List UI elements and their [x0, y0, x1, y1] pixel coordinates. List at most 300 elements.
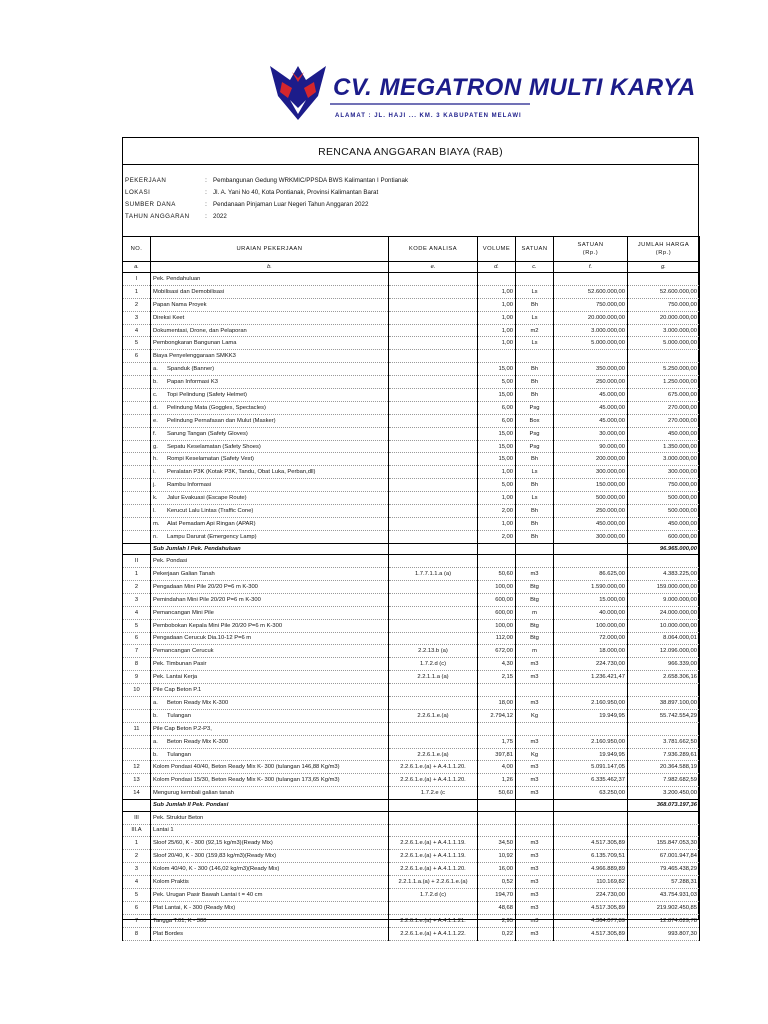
uraian-cell: [151, 787, 389, 800]
jumlah-harga-cell: 55.742.554,29: [628, 709, 700, 722]
volume-cell: 50,60: [478, 787, 516, 800]
kode-analisa-cell: 1.7.2.d (c): [389, 658, 478, 671]
harga-satuan-cell: 250.000,00: [554, 505, 628, 518]
no-cell: 5: [123, 337, 151, 350]
info-row-sumber-dana: SUMBER DANA : Pendanaan Pinjaman Luar Negeri Tahun Anggaran 2022: [125, 201, 369, 208]
uraian-cell: [151, 748, 389, 761]
jumlah-harga-cell: 9.000.000,00: [628, 593, 700, 606]
jumlah-harga-cell: 2.658.306,16: [628, 671, 700, 684]
no-cell: 7: [123, 914, 151, 927]
jumlah-harga-cell: 43.754.931,03: [628, 888, 700, 901]
no-cell: [123, 735, 151, 748]
empty-cell: [516, 543, 554, 555]
volume-cell: 6,00: [478, 414, 516, 427]
table-row: [123, 811, 700, 824]
volume-cell: 16,00: [478, 863, 516, 876]
satuan-cell: Bh: [516, 298, 554, 311]
kode-analisa-cell: [389, 389, 478, 402]
uraian-cell: [151, 505, 389, 518]
kode-analisa-cell: [389, 414, 478, 427]
sub-item-letter: j.: [153, 482, 156, 489]
table-row: [123, 645, 700, 658]
uraian-text: Tulangan: [167, 712, 191, 719]
satuan-cell: [516, 350, 554, 363]
no-cell: 14: [123, 787, 151, 800]
satuan-cell: m3: [516, 761, 554, 774]
table-row: [123, 697, 700, 710]
volume-cell: 397,81: [478, 748, 516, 761]
table-row: [123, 748, 700, 761]
uraian-cell: [151, 414, 389, 427]
jumlah-harga-cell: [628, 273, 700, 286]
jumlah-harga-cell: 7.982.682,59: [628, 774, 700, 787]
subtotal-row: [123, 800, 700, 812]
no-cell: 3: [123, 863, 151, 876]
harga-satuan-cell: 6.335.462,37: [554, 774, 628, 787]
satuan-cell: [516, 684, 554, 697]
jumlah-harga-cell: 12.096.000,00: [628, 645, 700, 658]
table-row: [123, 376, 700, 389]
kode-analisa-cell: [389, 363, 478, 376]
uraian-cell: [151, 914, 389, 927]
volume-cell: 4,00: [478, 761, 516, 774]
sub-item-letter: d.: [153, 404, 158, 411]
uraian-text: Peralatan P3K (Kotak P3K, Tandu, Obat Luka, Perban,dll): [167, 469, 316, 476]
table-row: [123, 440, 700, 453]
volume-cell: [478, 824, 516, 837]
uraian-cell: [151, 401, 389, 414]
satuan-cell: Bh: [516, 389, 554, 402]
satuan-cell: Kg: [516, 709, 554, 722]
jumlah-harga-cell: 8.064.000,01: [628, 632, 700, 645]
jumlah-harga-cell: [628, 722, 700, 735]
satuan-cell: m: [516, 645, 554, 658]
table-row: [123, 901, 700, 914]
no-cell: 3: [123, 311, 151, 324]
volume-cell: 10,92: [478, 850, 516, 863]
kode-analisa-cell: 1.7.7.1.1.a (a): [389, 568, 478, 581]
no-cell: [123, 479, 151, 492]
harga-satuan-cell: 300.000,00: [554, 530, 628, 543]
no-cell: 12: [123, 761, 151, 774]
satuan-cell: Bh: [516, 505, 554, 518]
harga-satuan-cell: 72.000,00: [554, 632, 628, 645]
volume-cell: 18,00: [478, 697, 516, 710]
column-letter: f.: [554, 262, 628, 273]
kode-analisa-cell: 2.2.6.1.e.(a): [389, 748, 478, 761]
sub-item-letter: g.: [153, 443, 158, 450]
uraian-cell: [151, 876, 389, 889]
no-cell: [123, 800, 151, 812]
volume-cell: 48,68: [478, 901, 516, 914]
sub-item-letter: a.: [153, 699, 158, 706]
subtotal-amount: 96.965.000,00: [628, 543, 700, 555]
empty-cell: [389, 543, 478, 555]
uraian-cell: [151, 927, 389, 940]
volume-cell: 100,00: [478, 580, 516, 593]
harga-satuan-cell: 15.000,00: [554, 593, 628, 606]
volume-cell: 0,22: [478, 927, 516, 940]
kode-analisa-cell: [389, 735, 478, 748]
no-cell: 6: [123, 350, 151, 363]
kode-analisa-cell: [389, 632, 478, 645]
no-cell: 3: [123, 593, 151, 606]
uraian-text: Pemancangan Mini Pile: [153, 609, 214, 616]
table-row: [123, 555, 700, 568]
no-cell: 1: [123, 285, 151, 298]
volume-cell: [478, 350, 516, 363]
uraian-cell: [151, 427, 389, 440]
volume-cell: 194,70: [478, 888, 516, 901]
jumlah-harga-cell: 155.847.053,30: [628, 837, 700, 850]
header-uraian: URAIAN PEKERJAAN: [151, 237, 389, 262]
table-row: [123, 671, 700, 684]
volume-cell: 34,50: [478, 837, 516, 850]
table-row: [123, 632, 700, 645]
uraian-cell: [151, 684, 389, 697]
no-cell: [123, 363, 151, 376]
harga-satuan-cell: 45.000,00: [554, 389, 628, 402]
empty-cell: [478, 543, 516, 555]
kode-analisa-cell: [389, 466, 478, 479]
uraian-cell: [151, 619, 389, 632]
jumlah-harga-cell: 79.465.438,29: [628, 863, 700, 876]
volume-cell: 1,00: [478, 337, 516, 350]
kode-analisa-cell: [389, 285, 478, 298]
volume-cell: 672,00: [478, 645, 516, 658]
jumlah-harga-cell: 20.364.588,19: [628, 761, 700, 774]
jumlah-harga-cell: [628, 350, 700, 363]
kode-analisa-cell: [389, 684, 478, 697]
table-row: [123, 479, 700, 492]
jumlah-harga-cell: 270.000,00: [628, 414, 700, 427]
uraian-cell: [151, 273, 389, 286]
jumlah-harga-cell: 12.874.029,78: [628, 914, 700, 927]
table-row: [123, 606, 700, 619]
sub-item-letter: a.: [153, 366, 158, 373]
satuan-cell: m: [516, 606, 554, 619]
satuan-cell: Btg: [516, 632, 554, 645]
harga-satuan-cell: 4.517.305,89: [554, 927, 628, 940]
table-row: [123, 273, 700, 286]
no-cell: [123, 530, 151, 543]
satuan-cell: Bh: [516, 376, 554, 389]
satuan-cell: Bh: [516, 530, 554, 543]
uraian-text: Plat Lantai, K - 300 (Ready Mix): [153, 904, 236, 911]
subtotal-amount: 368.073.197,36: [628, 800, 700, 812]
table-row: [123, 401, 700, 414]
uraian-text: Pek. Timbunan Pasir: [153, 661, 207, 668]
harga-satuan-cell: 45.000,00: [554, 414, 628, 427]
subtotal-label: Sub Jumlah I Pek. Pendahuluan: [151, 543, 389, 555]
info-row-tahun-anggaran: TAHUN ANGGARAN : 2022: [125, 213, 227, 220]
kode-analisa-cell: [389, 311, 478, 324]
uraian-cell: [151, 440, 389, 453]
satuan-cell: Psg: [516, 440, 554, 453]
harga-satuan-cell: 40.000,00: [554, 606, 628, 619]
no-cell: [123, 453, 151, 466]
no-cell: 4: [123, 606, 151, 619]
satuan-cell: m3: [516, 927, 554, 940]
table-row: [123, 774, 700, 787]
info-row-pekerjaan: PEKERJAAN : Pembangunan Gedung WRKMIC/PPSDA BWS Kalimantan I Pontianak: [125, 177, 409, 184]
jumlah-harga-cell: 1.350.000,00: [628, 440, 700, 453]
table-header-row: [123, 237, 700, 262]
header-no: NO.: [123, 237, 151, 262]
uraian-cell: [151, 580, 389, 593]
kode-analisa-cell: [389, 427, 478, 440]
table-row: [123, 787, 700, 800]
satuan-cell: Btg: [516, 619, 554, 632]
table-row: [123, 709, 700, 722]
uraian-cell: [151, 735, 389, 748]
uraian-text: Beton Ready Mix K-300: [167, 738, 229, 745]
header-harga-satuan: SATUAN (Rp.): [554, 237, 628, 262]
uraian-cell: [151, 517, 389, 530]
uraian-text: Sarung Tangan (Safety Gloves): [167, 430, 248, 437]
harga-satuan-cell: 20.000.000,00: [554, 311, 628, 324]
harga-satuan-cell: 200.000,00: [554, 453, 628, 466]
harga-satuan-cell: 3.000.000,00: [554, 324, 628, 337]
uraian-text: Sloof 20/40, K - 300 (159,83 kg/m3)(Ready Mix): [153, 853, 277, 860]
jumlah-harga-cell: [628, 555, 700, 568]
no-cell: 4: [123, 324, 151, 337]
harga-satuan-cell: 2.160.950,00: [554, 697, 628, 710]
no-cell: [123, 505, 151, 518]
uraian-cell: [151, 285, 389, 298]
harga-satuan-cell: 4.517.305,89: [554, 837, 628, 850]
satuan-cell: Bh: [516, 363, 554, 376]
satuan-cell: m3: [516, 863, 554, 876]
column-letter: c.: [516, 262, 554, 273]
harga-satuan-cell: 52.600.000,00: [554, 285, 628, 298]
table-row: [123, 927, 700, 940]
volume-cell: [478, 273, 516, 286]
no-cell: [123, 697, 151, 710]
table-row: [123, 466, 700, 479]
empty-cell: [389, 800, 478, 812]
jumlah-harga-cell: 1.250.000,00: [628, 376, 700, 389]
kode-analisa-cell: 2.2.6.1.e.(a) + A.4.1.1.22.: [389, 927, 478, 940]
harga-satuan-cell: 4.966.889,89: [554, 863, 628, 876]
table-row: [123, 580, 700, 593]
table-row: [123, 888, 700, 901]
logo-emblem-icon: [270, 66, 326, 120]
sub-item-letter: c.: [153, 391, 158, 398]
uraian-text: Pek. Pondasi: [153, 558, 188, 565]
jumlah-harga-cell: 450.000,00: [628, 517, 700, 530]
uraian-cell: [151, 337, 389, 350]
no-cell: II: [123, 555, 151, 568]
kode-analisa-cell: [389, 517, 478, 530]
jumlah-harga-cell: 3.781.662,50: [628, 735, 700, 748]
jumlah-harga-cell: 500.000,00: [628, 505, 700, 518]
uraian-cell: [151, 658, 389, 671]
header-volume: VOLUME: [478, 237, 516, 262]
table-row: [123, 505, 700, 518]
empty-cell: [478, 800, 516, 812]
satuan-cell: m3: [516, 850, 554, 863]
sub-item-letter: m.: [153, 520, 160, 527]
kode-analisa-cell: [389, 593, 478, 606]
table-column-letters: [123, 262, 700, 273]
table-row: [123, 761, 700, 774]
kode-analisa-cell: 1.7.2.d (c): [389, 888, 478, 901]
no-cell: 1: [123, 568, 151, 581]
table-row: [123, 850, 700, 863]
volume-cell: [478, 555, 516, 568]
info-value: Pembangunan Gedung WRKMIC/PPSDA BWS Kalimantan I Pontianak: [213, 177, 409, 184]
harga-satuan-cell: [554, 350, 628, 363]
no-cell: III: [123, 811, 151, 824]
satuan-cell: Ls: [516, 311, 554, 324]
uraian-text: Sloof 25/60, K - 300 (92,15 kg/m3)(Ready Mix): [153, 840, 273, 847]
harga-satuan-cell: 450.000,00: [554, 517, 628, 530]
uraian-cell: [151, 593, 389, 606]
jumlah-harga-cell: [628, 811, 700, 824]
table-row: [123, 350, 700, 363]
no-cell: 9: [123, 671, 151, 684]
sub-item-letter: n.: [153, 533, 158, 540]
harga-satuan-cell: 224.730,00: [554, 658, 628, 671]
volume-cell: 1,26: [478, 774, 516, 787]
uraian-text: Kolom Praktis: [153, 879, 189, 886]
harga-satuan-cell: 100.000,00: [554, 619, 628, 632]
table-row: [123, 285, 700, 298]
uraian-text: Jalur Evakuasi (Escape Route): [167, 495, 247, 502]
harga-satuan-cell: 250.000,00: [554, 376, 628, 389]
kode-analisa-cell: [389, 606, 478, 619]
volume-cell: 4,30: [478, 658, 516, 671]
volume-cell: [478, 722, 516, 735]
no-cell: [123, 414, 151, 427]
jumlah-harga-cell: 3.000.000,00: [628, 324, 700, 337]
no-cell: 8: [123, 927, 151, 940]
kode-analisa-cell: [389, 453, 478, 466]
uraian-cell: [151, 837, 389, 850]
volume-cell: 15,00: [478, 427, 516, 440]
sub-item-letter: e.: [153, 417, 158, 424]
uraian-text: Kerucut Lalu Lintas (Traffic Cone): [167, 507, 254, 514]
table-row: [123, 722, 700, 735]
table-row: [123, 298, 700, 311]
title-divider: [122, 164, 699, 165]
table-row: [123, 568, 700, 581]
uraian-text: Pengadaan Cerucuk Dia.10-12 P=6 m: [153, 635, 252, 642]
no-cell: [123, 543, 151, 555]
uraian-cell: [151, 811, 389, 824]
uraian-cell: [151, 363, 389, 376]
jumlah-harga-cell: 750.000,00: [628, 298, 700, 311]
header-satuan: SATUAN: [516, 237, 554, 262]
uraian-cell: [151, 376, 389, 389]
jumlah-harga-cell: 5.000.000,00: [628, 337, 700, 350]
column-letter: d.: [478, 262, 516, 273]
info-value: Jl. A. Yani No 40, Kota Pontianak, Provinsi Kalimantan Barat: [213, 189, 379, 196]
harga-satuan-cell: [554, 273, 628, 286]
jumlah-harga-cell: 24.000.000,00: [628, 606, 700, 619]
satuan-cell: m3: [516, 568, 554, 581]
table-row: [123, 593, 700, 606]
uraian-text: Beton Ready Mix K-300: [167, 699, 229, 706]
uraian-cell: [151, 568, 389, 581]
uraian-cell: [151, 466, 389, 479]
volume-cell: 1,00: [478, 311, 516, 324]
no-cell: 4: [123, 876, 151, 889]
column-letter: a.: [123, 262, 151, 273]
jumlah-harga-cell: 300.000,00: [628, 466, 700, 479]
kode-analisa-cell: [389, 901, 478, 914]
satuan-cell: m3: [516, 658, 554, 671]
satuan-cell: [516, 555, 554, 568]
no-cell: 2: [123, 298, 151, 311]
uraian-cell: [151, 530, 389, 543]
empty-cell: [516, 800, 554, 812]
kode-analisa-cell: 2.2.6.1.e.(a) + A.4.1.1.21.: [389, 914, 478, 927]
table-row: [123, 517, 700, 530]
uraian-text: Topi Pelindung (Safety Helmet): [167, 391, 247, 398]
satuan-cell: Bh: [516, 517, 554, 530]
uraian-text: Pek. Urugan Pasir Bawah Lantai t = 40 cm: [153, 891, 263, 898]
satuan-cell: m3: [516, 735, 554, 748]
no-cell: [123, 376, 151, 389]
harga-satuan-cell: 90.000,00: [554, 440, 628, 453]
uraian-text: Biaya Penyelenggaraan SMKK3: [153, 353, 236, 360]
uraian-cell: [151, 761, 389, 774]
jumlah-harga-cell: [628, 824, 700, 837]
document-title: RENCANA ANGGARAN BIAYA (RAB): [318, 146, 503, 158]
uraian-text: Pelindung Pernafasan dan Mulut (Masker): [167, 417, 276, 424]
jumlah-harga-cell: 3.200.450,00: [628, 787, 700, 800]
kode-analisa-cell: [389, 505, 478, 518]
volume-cell: 5,00: [478, 376, 516, 389]
uraian-text: Kolom Pondasi 15/30, Beton Ready Mix K- 300 (tulangan 173,65 Kg/m3): [153, 777, 340, 784]
satuan-cell: m3: [516, 774, 554, 787]
volume-cell: 2.794,12: [478, 709, 516, 722]
satuan-cell: Ls: [516, 337, 554, 350]
no-cell: [123, 401, 151, 414]
no-cell: 2: [123, 580, 151, 593]
uraian-text: Papan Informasi K3: [167, 379, 218, 386]
volume-cell: 1,00: [478, 517, 516, 530]
satuan-cell: Btg: [516, 580, 554, 593]
satuan-cell: Bh: [516, 479, 554, 492]
info-value: 2022: [213, 213, 227, 220]
table-row: [123, 837, 700, 850]
volume-cell: 1,00: [478, 298, 516, 311]
header-kode-analisa: KODE ANALISA: [389, 237, 478, 262]
satuan-cell: m2: [516, 324, 554, 337]
table-row: [123, 619, 700, 632]
uraian-text: Mengurug kembali galian tanah: [153, 790, 234, 797]
uraian-text: Pelindung Mata (Goggles, Spectacles): [167, 404, 266, 411]
sub-item-letter: f.: [153, 430, 157, 437]
sub-item-letter: b.: [153, 712, 158, 719]
no-cell: [123, 440, 151, 453]
kode-analisa-cell: [389, 492, 478, 505]
jumlah-harga-cell: 67.001.947,84: [628, 850, 700, 863]
kode-analisa-cell: [389, 376, 478, 389]
jumlah-harga-cell: 219.902.450,85: [628, 901, 700, 914]
uraian-text: Kolom Pondasi 40/40, Beton Ready Mix K- 300 (tulangan 146,88 Kg/m3): [153, 764, 340, 771]
kode-analisa-cell: [389, 401, 478, 414]
uraian-cell: [151, 350, 389, 363]
uraian-cell: [151, 645, 389, 658]
table-row: [123, 914, 700, 927]
no-cell: 2: [123, 850, 151, 863]
kode-analisa-cell: [389, 555, 478, 568]
sub-item-letter: b.: [153, 751, 158, 758]
